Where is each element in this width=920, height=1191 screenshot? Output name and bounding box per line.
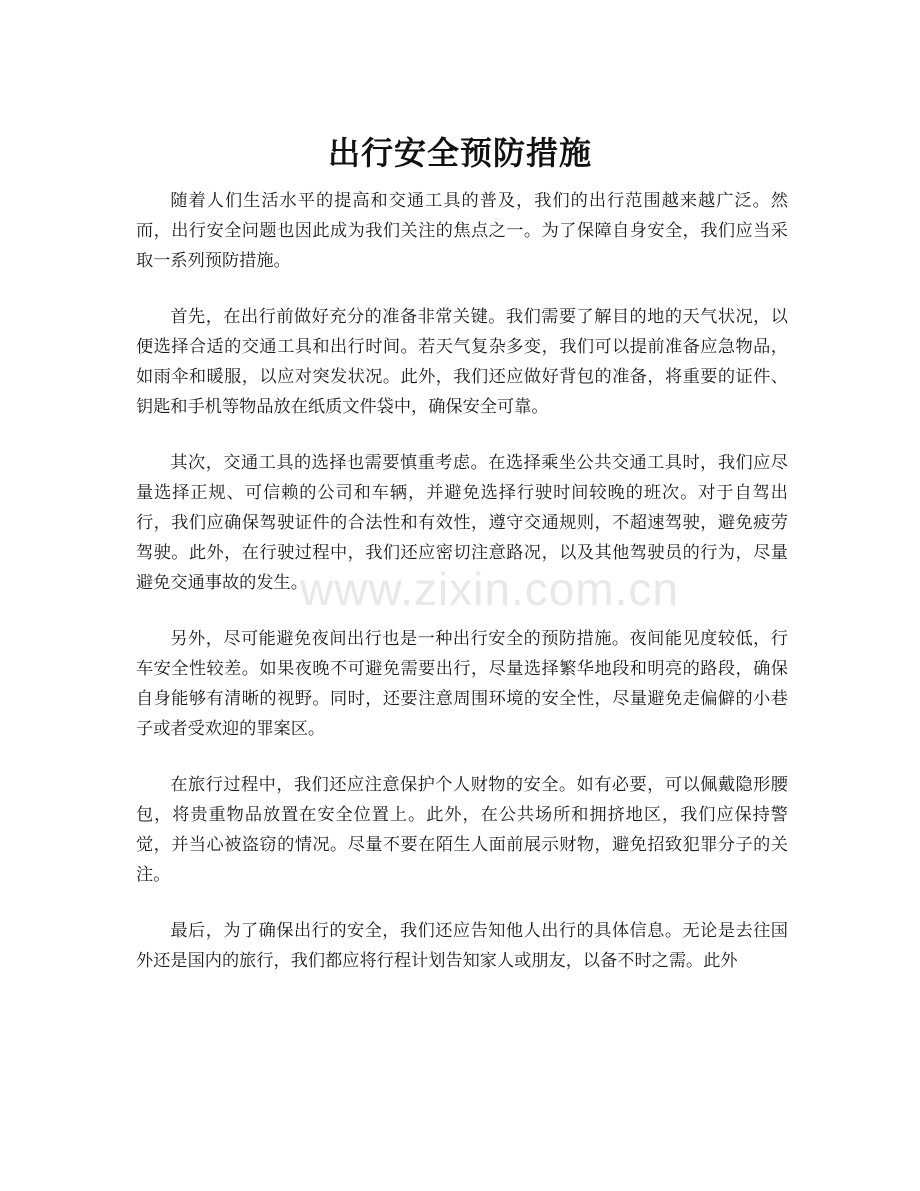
paragraph-inform-others: 最后，为了确保出行的安全，我们还应告知他人出行的具体信息。无论是去往国外还是国内的旅行，我们都应将行程计划告知家人或朋友，以备不时之需。此外 xyxy=(136,921,788,971)
watermark: www.zixin.com.cn xyxy=(300,563,679,615)
document-title: 出行安全预防措施 xyxy=(327,134,592,173)
paragraph-intro: 随着人们生活水平的提高和交通工具的普及，我们的出行范围越来越广泛。然而，出行安全问题也因此成为我们关注的焦点之一。为了保障自身安全，我们应当采取一系列预防措施。 xyxy=(136,191,788,271)
paragraph-night-travel: 另外，尽可能避免夜间出行也是一种出行安全的预防措施。夜间能见度较低，行车安全性较差。如果夜晚不可避免需要出行，尽量选择繁华地段和明亮的路段，确保自身能够有清晰的视野。同时，还要注意周围环境的安全性，尽量避免走偏僻的小巷子或者受欢迎的罪案区。 xyxy=(136,629,788,739)
paragraph-belongings: 在旅行过程中，我们还应注意保护个人财物的安全。如有必要，可以佩戴隐形腰包，将贵重物品放置在安全位置上。此外，在公共场所和拥挤地区，我们应保持警觉，并当心被盗窃的情况。尽量不要在陌生人面前展示财物，避免招致犯罪分子的关注。 xyxy=(136,775,788,885)
document-body xyxy=(136,186,788,1002)
paragraph-preparation: 首先，在出行前做好充分的准备非常关键。我们需要了解目的地的天气状况，以便选择合适的交通工具和出行时间。若天气复杂多变，我们可以提前准备应急物品，如雨伞和暖服，以应对突发状况。此外，我们还应做好背包的准备，将重要的证件、钥匙和手机等物品放在纸质文件袋中，确保安全可靠。 xyxy=(136,307,788,417)
paragraph-transport: 其次，交通工具的选择也需要慎重考虑。在选择乘坐公共交通工具时，我们应尽量选择正规、可信赖的公司和车辆，并避免选择行驶时间较晚的班次。对于自驾出行，我们应确保驾驶证件的合法性和有效性，遵守交通规则，不超速驾驶，避免疲劳驾驶。此外，在行驶过程中，我们还应密切注意路况，以及其他驾驶员的行为，尽量避免交通事故的发生。 xyxy=(136,453,788,593)
